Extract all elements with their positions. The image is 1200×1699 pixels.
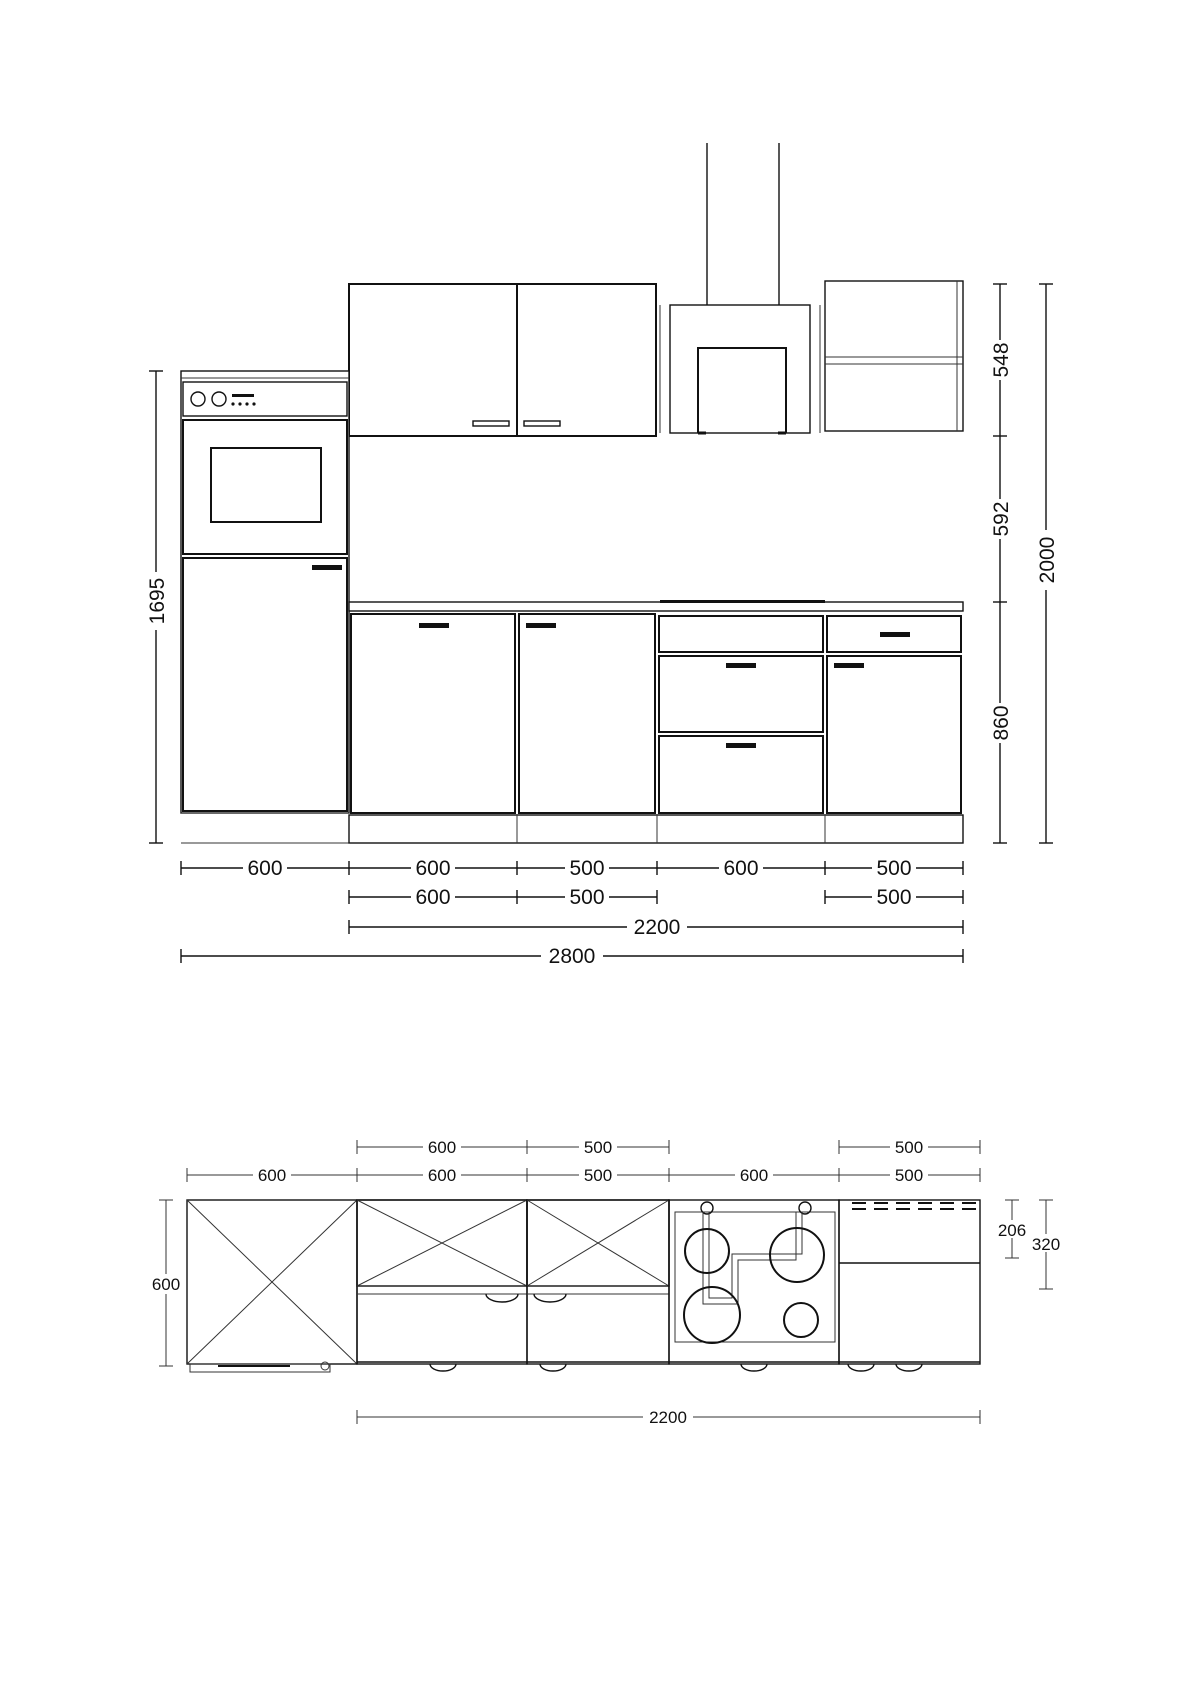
- width-label: 600: [427, 1138, 457, 1157]
- width-label: 600: [723, 857, 759, 880]
- cabinet-top-5: [839, 1200, 980, 1371]
- handle-bar: [473, 421, 509, 426]
- width-label: 500: [876, 886, 912, 909]
- wall-cabinet-left: [349, 284, 517, 436]
- counter-total-width: 2200: [633, 916, 681, 939]
- gap-height-label: 592: [990, 501, 1013, 537]
- tall-unit-top: [187, 1200, 357, 1372]
- height-dimensions-right: [990, 284, 1059, 843]
- front-view: [146, 143, 1059, 968]
- plinth: [349, 815, 963, 843]
- top-total-width: [357, 1407, 980, 1427]
- wall-cabinet-right: [825, 281, 963, 431]
- top-counter-total-width: 2200: [649, 1408, 687, 1427]
- fridge-door: [183, 558, 347, 811]
- extractor-hood: [660, 143, 820, 433]
- width-label: 500: [894, 1166, 924, 1185]
- countertop: [349, 600, 963, 611]
- depth-dimension: [146, 1200, 186, 1366]
- wall-height-label: 548: [990, 342, 1013, 378]
- wall-depth-dimensions: [995, 1200, 1063, 1289]
- total-height-label: 2000: [1036, 536, 1059, 584]
- wall-cabinet-middle: [517, 284, 656, 436]
- handle-bar: [524, 421, 560, 426]
- top-view: [146, 1137, 1063, 1427]
- width-label: 600: [415, 857, 451, 880]
- cabinets-top-2: [527, 1200, 669, 1371]
- width-label: 500: [583, 1138, 613, 1157]
- base-cabinet-drawers: [659, 616, 823, 813]
- wall-depth-total-label: 320: [1031, 1235, 1061, 1254]
- width-label: 500: [583, 1166, 613, 1185]
- width-label: 500: [876, 857, 912, 880]
- width-label: 600: [427, 1166, 457, 1185]
- width-dimensions-row2: [349, 885, 963, 909]
- base-cabinet-2: [519, 614, 655, 813]
- hob-burner-icon: [770, 1228, 824, 1282]
- width-label: 600: [247, 857, 283, 880]
- width-label: 600: [415, 886, 451, 909]
- base-cabinet-5: [827, 616, 961, 813]
- oven-window: [211, 448, 321, 522]
- wall-depth-label: 206: [997, 1221, 1027, 1240]
- base-height-label: 860: [990, 705, 1013, 741]
- base-cabinet-1: [351, 614, 515, 813]
- hob-burner-icon: [684, 1287, 740, 1343]
- hob-burner-icon: [685, 1229, 729, 1273]
- width-label: 600: [739, 1166, 769, 1185]
- depth-label: 600: [151, 1275, 181, 1294]
- top-width-dimensions-row1: [357, 1137, 980, 1157]
- top-width-dimensions-row2: [187, 1165, 980, 1185]
- tall-height-label: 1695: [146, 577, 169, 625]
- hob-top: [669, 1200, 839, 1371]
- total-width-dimensions: [181, 915, 963, 968]
- overall-total-width: 2800: [548, 945, 596, 968]
- width-label: 500: [569, 886, 605, 909]
- width-label: 500: [569, 857, 605, 880]
- tall-unit: [181, 371, 349, 843]
- height-dimension-tall: [146, 371, 169, 843]
- width-label: 600: [257, 1166, 287, 1185]
- hob-burner-icon: [784, 1303, 818, 1337]
- width-label: 500: [894, 1138, 924, 1157]
- width-dimensions-row1: [181, 856, 963, 880]
- cabinets-top-1: [357, 1200, 527, 1371]
